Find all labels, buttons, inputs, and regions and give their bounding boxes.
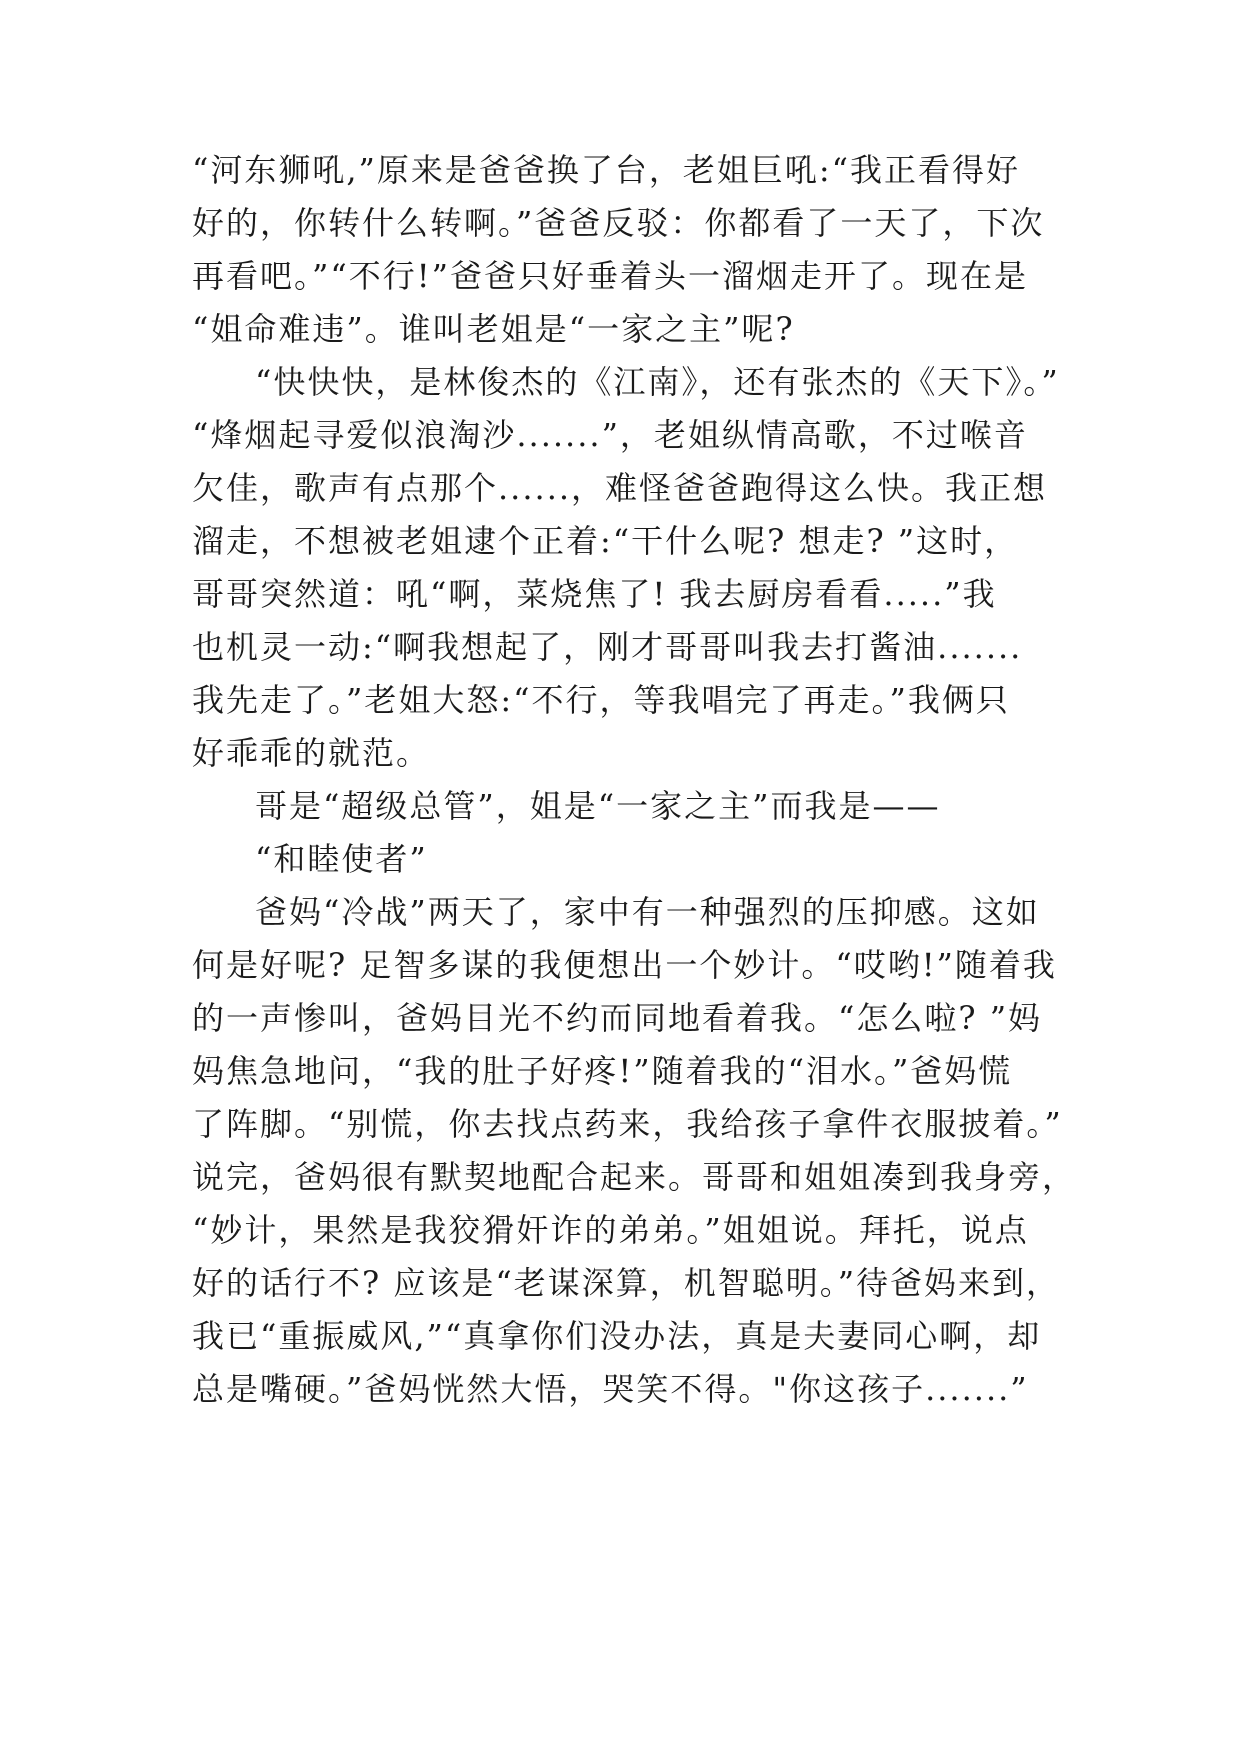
text-line: 再看吧。”“不行!”爸爸只好垂着头一溜烟走开了。现在是 <box>192 257 1028 295</box>
text-line: 总是嘴硬。”爸妈恍然大悟，哭笑不得。"你这孩子.......” <box>192 1370 1029 1408</box>
text-line: “和睦使者” <box>255 840 428 878</box>
text-line: 我先走了。”老姐大怒:“不行，等我唱完了再走。”我俩只 <box>192 681 1010 719</box>
text-line: 也机灵一动:“啊我想起了，刚才哥哥叫我去打酱油....... <box>192 628 1023 666</box>
text-line: 说完，爸妈很有默契地配合起来。哥哥和姐姐凑到我身旁， <box>192 1158 1077 1196</box>
text-line: 的一声惨叫，爸妈目光不约而同地看着我。“怎么啦? ”妈 <box>192 999 1043 1037</box>
text-line: 哥哥突然道：吼“啊，菜烧焦了! 我去厨房看看.....”我 <box>192 575 997 613</box>
text-line: 欠佳，歌声有点那个......，难怪爸爸跑得这么快。我正想 <box>192 469 1048 507</box>
text-line: “河东狮吼,”原来是爸爸换了台，老姐巨吼:“我正看得好 <box>192 151 1021 189</box>
text-line: 好乖乖的就范。 <box>192 734 431 772</box>
text-line: 何是好呢? 足智多谋的我便想出一个妙计。“哎哟!”随着我 <box>192 946 1057 984</box>
text-line: “妙计，果然是我狡猾奸诈的弟弟。”姐姐说。拜托，说点 <box>192 1211 1029 1249</box>
text-line: 了阵脚。“别慌，你去找点药来，我给孩子拿件衣服披着。” <box>192 1105 1063 1143</box>
text-line: 好的，你转什么转啊。”爸爸反驳：你都看了一天了，下次 <box>192 204 1045 242</box>
text-line: “快快快，是林俊杰的《江南》，还有张杰的《天下》。” <box>255 363 1060 401</box>
text-line: 溜走，不想被老姐逮个正着:“干什么呢? 想走? ”这时， <box>192 522 1019 560</box>
text-line: 哥是“超级总管”，姐是“一家之主”而我是—— <box>255 787 941 825</box>
text-line: 爸妈“冷战”两天了，家中有一种强烈的压抑感。这如 <box>255 893 1040 931</box>
text-line: 好的话行不? 应该是“老谋深算，机智聪明。”待爸妈来到， <box>192 1264 1061 1302</box>
text-line: 妈焦急地问，“我的肚子好疼!”随着我的“泪水。”爸妈慌 <box>192 1052 1013 1090</box>
text-line: 我已“重振威风,”“真拿你们没办法，真是夫妻同心啊，却 <box>192 1317 1042 1355</box>
text-line: “烽烟起寻爱似浪淘沙.......”，老姐纵情高歌，不过喉音 <box>192 416 1028 454</box>
text-line: “姐命难违”。谁叫老姐是“一家之主”呢? <box>192 310 795 348</box>
